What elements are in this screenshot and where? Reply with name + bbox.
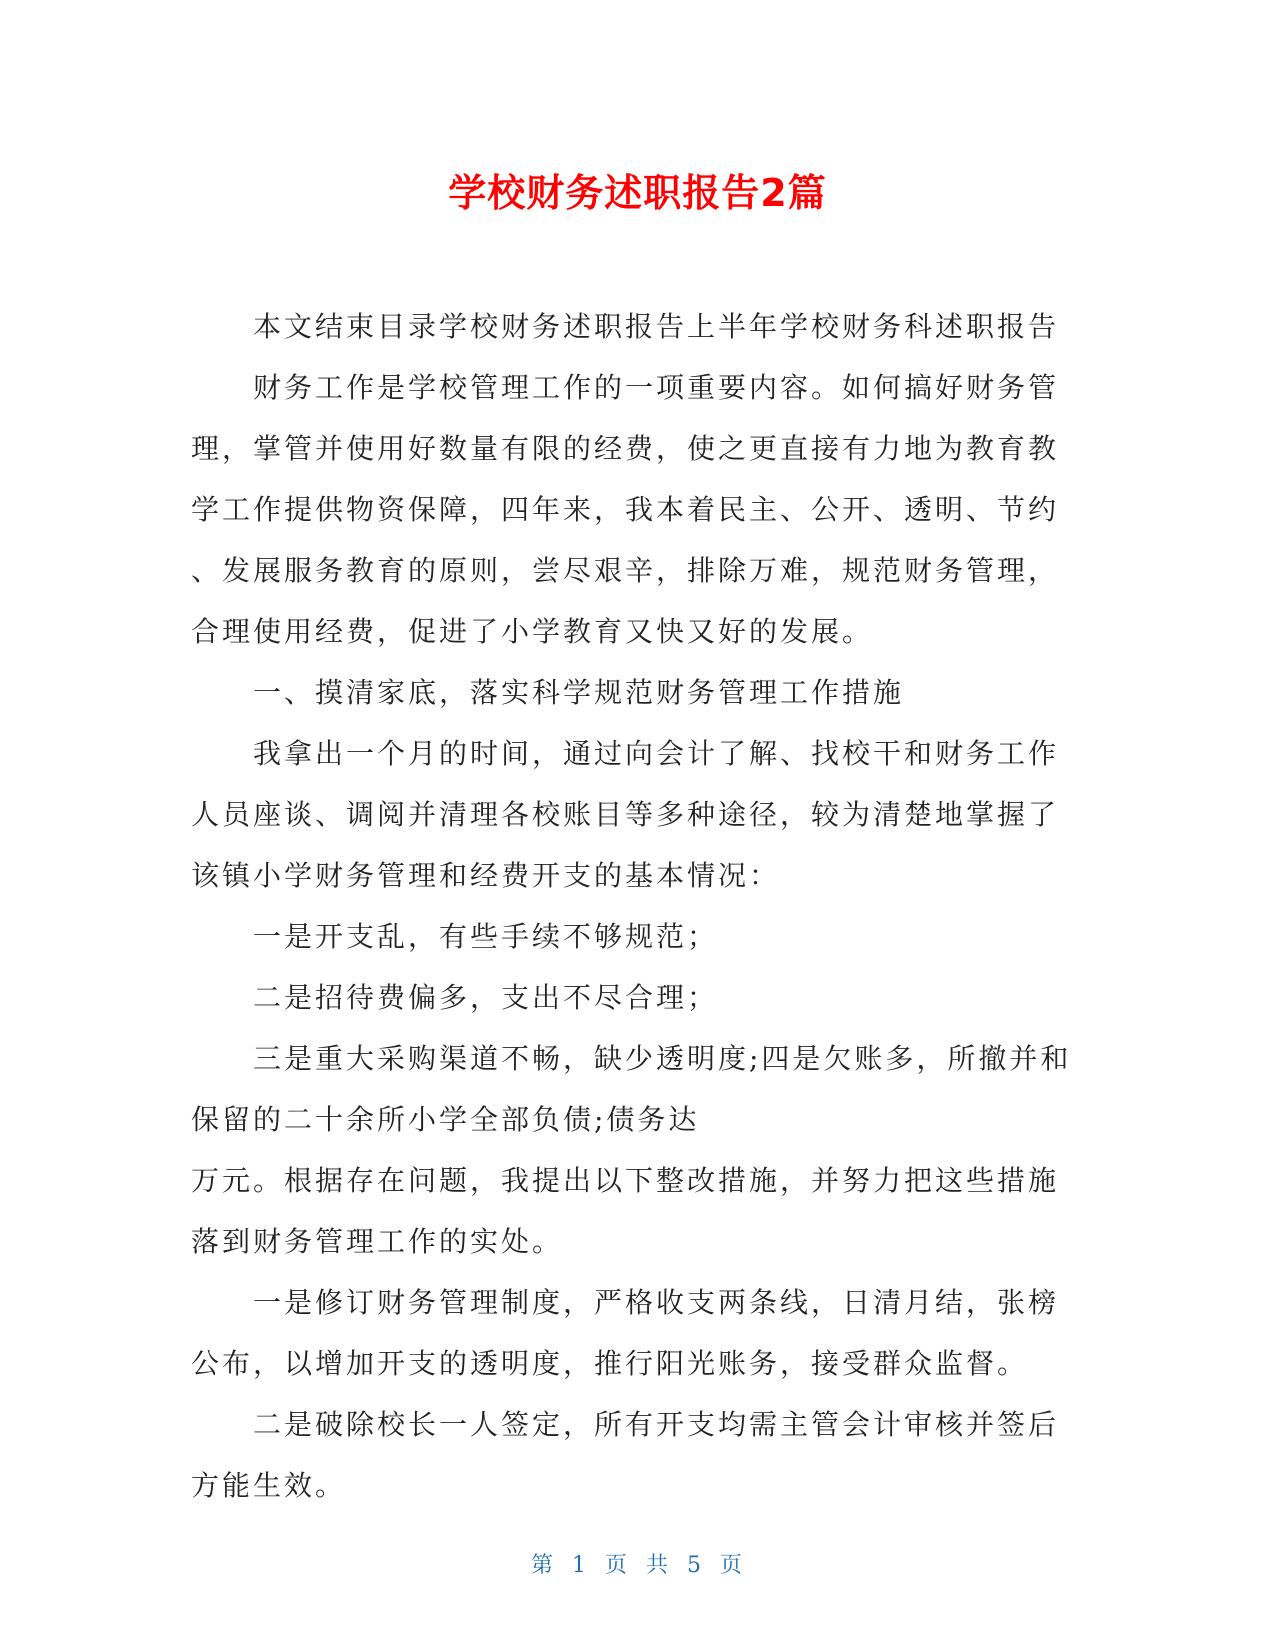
footer-word: 共 <box>646 1553 671 1578</box>
document-title: 学校财务述职报告2篇 <box>448 171 827 215</box>
paragraph-line: 该镇小学财务管理和经费开支的基本情况： <box>191 859 781 892</box>
document-body <box>191 296 1071 1516</box>
footer-current-page: 1 <box>571 1553 588 1578</box>
paragraph-line: 一是开支乱，有些手续不够规范； <box>253 920 719 953</box>
footer-word: 页 <box>720 1553 745 1578</box>
paragraph-line: 学工作提供物资保障，四年来，我本着民主、公开、透明、节约 <box>191 493 1060 526</box>
paragraph-line: 万元。根据存在问题，我提出以下整改措施，并努力把这些措施 <box>191 1164 1060 1197</box>
paragraph-line: 理，掌管并使用好数量有限的经费，使之更直接有力地为教育教 <box>191 432 1060 465</box>
paragraph-line: 、发展服务教育的原则，尝尽艰辛，排除万难，规范财务管理， <box>191 554 1060 587</box>
footer-word: 页 <box>604 1553 629 1578</box>
footer-total-pages: 5 <box>687 1553 704 1578</box>
footer-word: 第 <box>530 1553 555 1578</box>
paragraph-line: 方能生效。 <box>191 1469 347 1502</box>
paragraph-line: 落到财务管理工作的实处。 <box>191 1225 564 1258</box>
paragraph-line: 二是招待费偏多，支出不尽合理； <box>253 981 719 1014</box>
paragraph-line: 二是破除校长一人签定，所有开支均需主管会计审核并签后 <box>253 1408 1060 1441</box>
paragraph-line: 财务工作是学校管理工作的一项重要内容。如何搞好财务管 <box>253 371 1060 404</box>
paragraph-line: 人员座谈、调阅并清理各校账目等多种途径，较为清楚地掌握了 <box>191 798 1060 831</box>
paragraph-line: 我拿出一个月的时间，通过向会计了解、找校干和财务工作 <box>253 737 1060 770</box>
paragraph-line: 公布，以增加开支的透明度，推行阳光账务，接受群众监督。 <box>191 1347 1029 1380</box>
paragraph-line: 保留的二十余所小学全部负债;债务达 <box>191 1103 700 1136</box>
paragraph-line: 一是修订财务管理制度，严格收支两条线，日清月结，张榜 <box>253 1286 1060 1319</box>
paragraph-line: 合理使用经费，促进了小学教育又快又好的发展。 <box>191 615 874 648</box>
paragraph-line: 本文结束目录学校财务述职报告上半年学校财务科述职报告 <box>253 310 1060 343</box>
paragraph-line: 三是重大采购渠道不畅，缺少透明度;四是欠账多，所撤并和 <box>253 1042 1072 1075</box>
section-heading: 一、摸清家底，落实科学规范财务管理工作措施 <box>253 676 905 709</box>
page-footer <box>0 1548 1275 1579</box>
